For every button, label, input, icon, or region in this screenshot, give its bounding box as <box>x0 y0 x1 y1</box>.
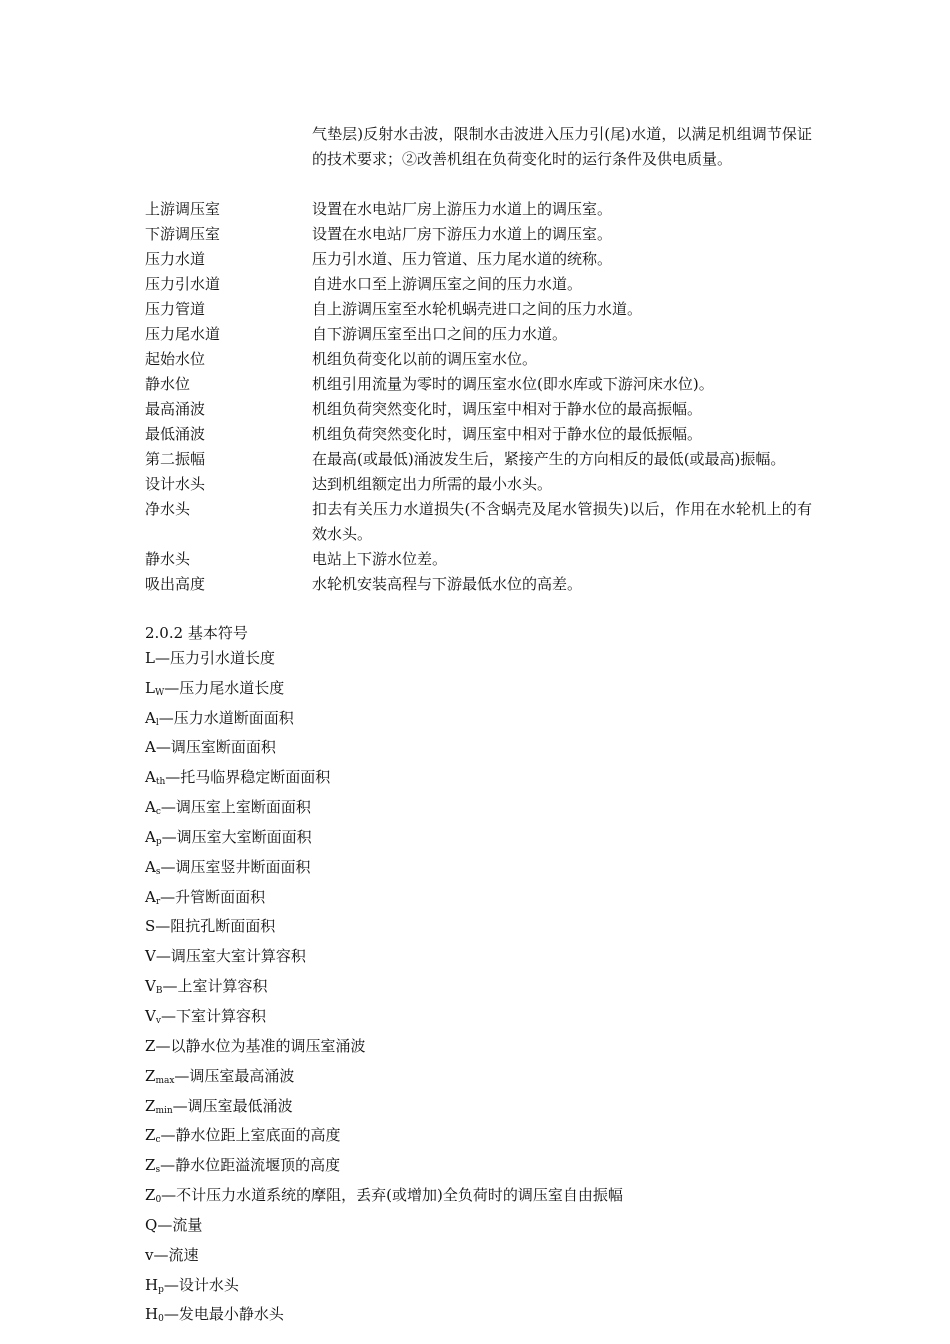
symbol-subscript: c <box>155 807 161 818</box>
symbol-description: —阻抗孔断面面积 <box>155 917 276 936</box>
term-row <box>145 297 825 322</box>
symbol-base: S <box>145 917 156 936</box>
term-row <box>145 397 825 422</box>
symbol-description: —调压室最高涌波 <box>174 1066 295 1085</box>
term-row <box>145 472 825 497</box>
term-name: 第二振幅 <box>145 450 206 468</box>
term-row <box>145 497 825 547</box>
symbol-base: A <box>145 798 156 817</box>
term-name: 起始水位 <box>145 350 206 368</box>
symbol-item <box>145 1034 825 1064</box>
symbol-description: —调压室最低涌波 <box>172 1096 293 1115</box>
symbol-item <box>145 944 825 974</box>
symbol-base: V <box>145 1006 156 1025</box>
term-name: 压力尾水道 <box>145 325 221 343</box>
symbol-base: A <box>145 768 156 787</box>
symbol-item <box>145 974 825 1004</box>
term-name: 压力引水道 <box>145 275 221 293</box>
term-definition: 自进水口至上游调压室之间的压力水道。 <box>312 275 583 293</box>
symbol-description: —调压室断面面积 <box>155 738 276 757</box>
symbol-item <box>145 735 825 765</box>
term-name: 压力管道 <box>145 300 206 318</box>
symbol-item <box>145 1094 825 1124</box>
symbol-base: H <box>145 1275 159 1294</box>
term-row <box>145 322 825 347</box>
symbol-base: v <box>145 1245 154 1264</box>
term-row <box>145 247 825 272</box>
symbol-base: Z <box>145 1186 156 1205</box>
symbol-subscript: s <box>155 866 161 877</box>
symbol-item <box>145 1243 825 1273</box>
symbol-base: Z <box>145 1126 156 1145</box>
term-definition: 机组负荷突然变化时，调压室中相对于静水位的最高振幅。 <box>312 400 703 418</box>
symbol-item <box>145 706 825 736</box>
symbol-subscript: W <box>154 687 165 698</box>
symbol-base: H <box>145 1305 159 1324</box>
symbol-description: —压力尾水道长度 <box>164 678 285 697</box>
term-name: 吸出高度 <box>145 575 206 593</box>
symbol-subscript: 0 <box>158 1314 164 1325</box>
symbol-description: —调压室大室断面面积 <box>161 827 312 846</box>
symbol-base: A <box>145 857 156 876</box>
symbol-item <box>145 1183 825 1213</box>
symbol-item <box>145 676 825 706</box>
symbol-base: A <box>145 827 156 846</box>
symbol-item <box>145 1064 825 1094</box>
symbol-item <box>145 1004 825 1034</box>
term-name: 下游调压室 <box>145 225 221 243</box>
symbol-base: A <box>145 708 156 727</box>
term-definition: 达到机组额定出力所需的最小水头。 <box>312 475 553 493</box>
term-name: 最高涌波 <box>145 400 206 418</box>
symbol-base: Z <box>145 1156 156 1175</box>
symbol-description: —下室计算容积 <box>160 1006 266 1025</box>
symbol-base: Z <box>145 1066 156 1085</box>
terms-list <box>145 197 825 597</box>
term-definition: 压力引水道、压力管道、压力尾水道的统称。 <box>312 250 613 268</box>
symbol-description: —上室计算容积 <box>162 977 268 996</box>
symbol-description: —托马临界稳定断面面积 <box>165 768 331 787</box>
symbol-subscript: s <box>155 1165 161 1176</box>
term-definition: 电站上下游水位差。 <box>312 550 448 568</box>
symbol-item <box>145 646 825 676</box>
symbol-subscript: c <box>155 1135 161 1146</box>
symbol-item <box>145 765 825 795</box>
symbol-description: —压力引水道长度 <box>154 648 275 667</box>
symbol-base: Z <box>145 1096 156 1115</box>
symbol-subscript: v <box>155 1015 161 1026</box>
symbol-description: —静水位距溢流堰顶的高度 <box>160 1156 341 1175</box>
symbols-list <box>145 621 825 1332</box>
symbol-description: —设计水头 <box>163 1275 239 1294</box>
symbol-description: —静水位距上室底面的高度 <box>160 1126 341 1145</box>
term-name: 静水位 <box>145 375 191 393</box>
symbol-item <box>145 1302 825 1332</box>
symbol-subscript: r <box>155 896 161 907</box>
term-row <box>145 547 825 572</box>
symbol-subscript: l <box>155 717 159 728</box>
term-definition: 自上游调压室至水轮机蜗壳进口之间的压力水道。 <box>312 300 643 318</box>
symbol-item <box>145 1273 825 1303</box>
symbol-subscript: min <box>155 1105 173 1116</box>
symbol-description: —流量 <box>157 1215 203 1234</box>
symbol-description: —发电最小静水头 <box>163 1305 284 1324</box>
term-definition: 机组负荷突然变化时，调压室中相对于静水位的最低振幅。 <box>312 425 703 443</box>
symbol-description: —调压室大室计算容积 <box>155 947 306 966</box>
term-row <box>145 372 825 397</box>
term-definition: 设置在水电站厂房上游压力水道上的调压室。 <box>312 200 613 218</box>
term-definition: 设置在水电站厂房下游压力水道上的调压室。 <box>312 225 613 243</box>
term-name: 静水头 <box>145 550 191 568</box>
symbol-base: L <box>145 648 155 667</box>
symbol-item <box>145 795 825 825</box>
term-row <box>145 347 825 372</box>
symbol-base: A <box>145 887 156 906</box>
symbol-base: A <box>145 738 156 757</box>
term-row <box>145 447 825 472</box>
term-name: 设计水头 <box>145 475 206 493</box>
term-definition: 自下游调压室至出口之间的压力水道。 <box>312 325 568 343</box>
term-row <box>145 572 825 597</box>
symbol-description: —升管断面面积 <box>160 887 266 906</box>
symbol-base: V <box>145 977 156 996</box>
term-name: 压力水道 <box>145 250 206 268</box>
term-name: 最低涌波 <box>145 425 206 443</box>
symbol-item <box>145 1213 825 1243</box>
symbol-description: —压力水道断面面积 <box>158 708 294 727</box>
term-row <box>145 422 825 447</box>
symbol-item <box>145 914 825 944</box>
term-row <box>145 272 825 297</box>
term-name: 上游调压室 <box>145 200 221 218</box>
symbol-description: —以静水位为基准的调压室涌波 <box>155 1036 366 1055</box>
symbol-item <box>145 855 825 885</box>
symbol-subscript: p <box>155 836 162 847</box>
symbol-base: Q <box>145 1215 158 1234</box>
symbol-subscript: B <box>155 986 163 997</box>
symbol-subscript: max <box>155 1075 175 1086</box>
symbol-description: —调压室竖井断面面积 <box>160 857 311 876</box>
term-row <box>145 197 825 222</box>
symbol-item <box>145 885 825 915</box>
symbol-item <box>145 825 825 855</box>
symbol-base: V <box>145 947 156 966</box>
term-definition: 机组引用流量为零时的调压室水位(即水库或下游河床水位)。 <box>312 375 714 393</box>
symbol-subscript: th <box>155 777 166 788</box>
symbol-description: —不计压力水道系统的摩阻，丢弃(或增加)全负荷时的调压室自由振幅 <box>161 1186 623 1205</box>
symbol-base: L <box>145 678 155 697</box>
term-name: 净水头 <box>145 500 191 518</box>
term-definition: 扣去有关压力水道损失(不含蜗壳及尾水管损失)以后，作用在水轮机上的有效水头。 <box>312 500 812 543</box>
symbol-subscript: p <box>158 1284 164 1295</box>
term-definition: 机组负荷变化以前的调压室水位。 <box>312 350 538 368</box>
symbol-description: —流速 <box>153 1245 199 1264</box>
continuation-paragraph: 气垫层)反射水击波，限制水击波进入压力引(尾)水道，以满足机组调节保证的技术要求；②改善机组在负荷变化时的运行条件及供电质量。 <box>312 125 812 168</box>
symbol-item <box>145 1123 825 1153</box>
symbol-item <box>145 1153 825 1183</box>
section-heading: 2.0.2 基本符号 <box>145 624 248 642</box>
term-row <box>145 222 825 247</box>
symbol-subscript: 0 <box>155 1195 162 1206</box>
term-definition: 在最高(或最低)涌波发生后，紧接产生的方向相反的最低(或最高)振幅。 <box>312 450 786 468</box>
symbol-description: —调压室上室断面面积 <box>160 798 311 817</box>
term-definition: 水轮机安装高程与下游最低水位的高差。 <box>312 575 583 593</box>
symbol-base: Z <box>145 1036 156 1055</box>
